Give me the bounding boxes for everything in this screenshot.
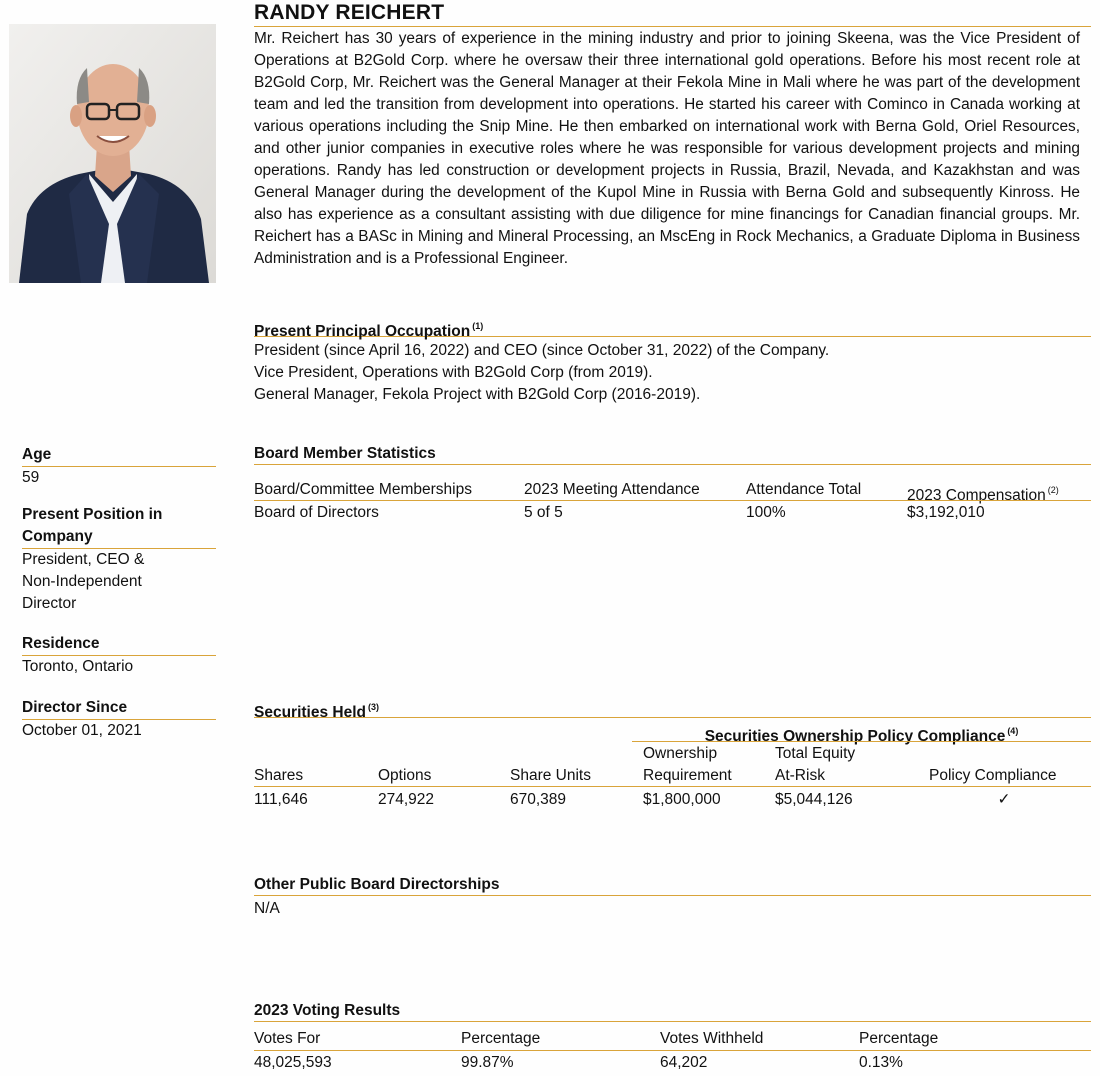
- occupation-line: General Manager, Fekola Project with B2Gold Corp (2016-2019).: [254, 386, 701, 403]
- table-cell: Board of Directors: [254, 504, 379, 521]
- table-rule: [254, 500, 1091, 501]
- table-header: Votes Withheld: [660, 1030, 764, 1047]
- table-header: 2023 Meeting Attendance: [524, 481, 700, 498]
- securities-heading: Securities Held $^{(3)}$: [254, 697, 1091, 718]
- age-value: 59: [22, 469, 40, 486]
- table-cell: 64,202: [660, 1054, 708, 1071]
- footnote-ref: (2): [1047, 485, 1059, 495]
- person-name: RANDY REICHERT: [254, 0, 1091, 27]
- position-value: President, CEO & Non-Independent Director: [22, 551, 145, 612]
- table-header: Percentage: [461, 1030, 541, 1047]
- other-boards-value: N/A: [254, 900, 280, 917]
- checkmark-icon: ✓: [997, 791, 1011, 808]
- footnote-ref: (4): [1007, 726, 1019, 736]
- table-header: Attendance Total: [746, 481, 862, 498]
- table-cell: 111,646: [254, 791, 308, 808]
- position-label: Present Position in Company: [22, 504, 216, 549]
- director-since-value: October 01, 2021: [22, 722, 142, 739]
- table-rule: [254, 786, 1091, 787]
- occupation-line: Vice President, Operations with B2Gold Corp (from 2019).: [254, 364, 653, 381]
- table-cell: 274,922: [378, 791, 435, 808]
- table-cell: 48,025,593: [254, 1054, 332, 1071]
- table-header: Options: [378, 767, 432, 784]
- occupation-heading: Present Principal Occupation $^{(1)}$: [254, 316, 1091, 337]
- table-header: Policy Compliance: [929, 767, 1057, 784]
- table-cell: 99.87%: [461, 1054, 514, 1071]
- table-header: 2023 Compensation $^{(2)}$: [907, 485, 1059, 504]
- table-cell: $3,192,010: [907, 504, 985, 521]
- director-since-label: Director Since: [22, 697, 216, 720]
- table-header: Share Units: [510, 767, 591, 784]
- table-cell: $1,800,000: [643, 791, 721, 808]
- table-cell: 0.13%: [859, 1054, 903, 1071]
- residence-label: Residence: [22, 633, 216, 656]
- residence-value: Toronto, Ontario: [22, 658, 134, 675]
- footnote-ref: (3): [368, 702, 379, 712]
- occupation-line: President (since April 16, 2022) and CEO (since October 31, 2022) of the Company.: [254, 342, 830, 359]
- table-header: Shares: [254, 767, 304, 784]
- table-cell: 5 of 5: [524, 504, 563, 521]
- table-cell: $5,044,126: [775, 791, 853, 808]
- footnote-ref: (1): [472, 321, 484, 331]
- board-stats-heading: Board Member Statistics: [254, 444, 1091, 465]
- portrait-photo: [9, 24, 216, 283]
- policy-subheading: Securities Ownership Policy Compliance $^{(4)}$: [704, 726, 1019, 745]
- other-boards-heading: Other Public Board Directorships: [254, 875, 1091, 896]
- biography-text: Mr. Reichert has 30 years of experience in the mining industry and prior to joining Skeena, was the Vice President of Operations at B2Gold Corp. where he oversaw their three international gold operations. Before his most recent role at B2Gold Corp, Mr. Reichert was the General Manager at their Fekola Mine in Mali where he was part of the development team and led the transition from development into operations. He started his career with Cominco in Canada working at various operations including the Snip Mine. He then embarked on international work with Berna Gold, Oriel Resources, and other junior companies in executive roles where he was responsible for various development projects and mining operations. Randy has led construction or development projects in Russia, Brazil, Nevada, and Kazakhstan and was General Manager during the development of the Kupol Mine in Russia with Berna Gold and subsequently Kinross. He also has experience as a consultant assisting with due diligence for mine financings for Canadian financial groups. Mr. Reichert has a BASc in Mining and Mineral Processing, an MscEng in Rock Mechanics, a Graduate Diploma in Business Administration and is a Professional Engineer.: [254, 30, 1080, 267]
- table-header: Percentage: [859, 1030, 939, 1047]
- table-header: Board/Committee Memberships: [254, 481, 472, 498]
- table-cell: 100%: [746, 504, 786, 521]
- table-header: At-Risk: [775, 767, 825, 784]
- table-cell: 670,389: [510, 791, 567, 808]
- table-header: Ownership: [643, 745, 718, 762]
- table-rule: [632, 741, 1091, 742]
- table-header: Total Equity: [775, 745, 856, 762]
- table-rule: [254, 1050, 1091, 1051]
- voting-heading: 2023 Voting Results: [254, 1001, 1091, 1022]
- table-header: Votes For: [254, 1030, 321, 1047]
- age-label: Age: [22, 444, 216, 467]
- table-header: Requirement: [643, 767, 732, 784]
